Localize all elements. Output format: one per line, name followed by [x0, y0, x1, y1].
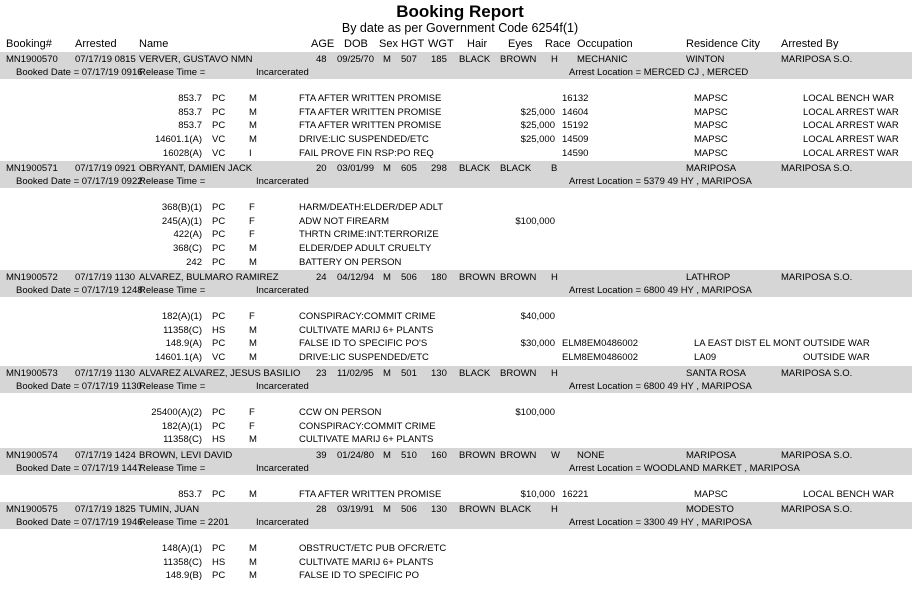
- booking-number: MN1900571: [6, 163, 58, 174]
- charge-bail: $25,000: [520, 134, 555, 146]
- booked-date: Booked Date = 07/17/19 0916: [16, 67, 143, 78]
- inmate-age: 48: [316, 54, 327, 65]
- charge-docket: ELM8EM0486002: [562, 338, 639, 350]
- charge-type: PC: [212, 407, 226, 418]
- charge-description: ELDER/DEP ADULT CRUELTY: [299, 243, 432, 255]
- charge-docket: ELM8EM0486002: [562, 352, 639, 364]
- charge-bail: $25,000: [520, 120, 555, 132]
- charge-description: FALSE ID TO SPECIFIC PO: [299, 570, 420, 582]
- charge-level: M: [249, 489, 257, 500]
- residence-city: MARIPOSA: [686, 163, 737, 174]
- charge-description: OBSTRUCT/ETC PUB OFCR/ETC: [299, 543, 447, 554]
- header-sex: Sex: [379, 38, 398, 50]
- charge-description: CONSPIRACY:COMMIT CRIME: [299, 311, 436, 322]
- header-wgt: WGT: [428, 38, 454, 50]
- release-time: Release Time =: [139, 285, 206, 296]
- charge-code: 148(A)(1): [161, 543, 202, 554]
- charge-code: 11358(C): [163, 556, 202, 568]
- inmate-hair: BLACK: [459, 163, 491, 174]
- charge-type: PC: [212, 106, 226, 118]
- header-name: Name: [139, 38, 169, 50]
- charge-warrant: LOCAL BENCH WAR: [803, 93, 895, 104]
- arrest-location: Arrest Location = MERCED CJ , MERCED: [569, 67, 749, 78]
- inmate-name: VERVER, GUSTAVO NMN: [139, 54, 253, 65]
- charge-docket: 15192: [562, 120, 589, 132]
- charge-type: PC: [212, 120, 226, 132]
- report-subtitle: By date as per Government Code 6254f(1): [341, 21, 579, 35]
- charge-bail: $100,000: [515, 215, 555, 227]
- charge-bail: $40,000: [520, 311, 555, 322]
- inmate-dob: 03/01/99: [337, 163, 374, 174]
- charge-code: 368(C): [172, 243, 202, 255]
- inmate-race: H: [551, 272, 558, 283]
- arrested-datetime: 07/17/19 1825: [75, 504, 136, 515]
- charge-code: 25400(A)(2): [151, 407, 202, 418]
- charge-code: 853.7: [178, 120, 202, 132]
- charge-warrant: LOCAL ARREST WAR: [803, 106, 899, 118]
- release-time: Release Time =: [139, 381, 206, 392]
- charge-type: VC: [212, 352, 226, 364]
- inmate-age: 28: [316, 504, 327, 515]
- inmate-hair: BLACK: [459, 368, 491, 379]
- custody-status: Incarcerated: [256, 381, 309, 392]
- charge-warrant: OUTSIDE WAR: [803, 352, 870, 364]
- charge-type: PC: [212, 570, 226, 582]
- arrest-location: Arrest Location = 5379 49 HY , MARIPOSA: [569, 176, 752, 187]
- inmate-name: ALVAREZ ALVAREZ, JESUS BASILIO: [139, 368, 301, 379]
- inmate-height: 501: [401, 368, 417, 379]
- charge-court: MAPSC: [694, 489, 728, 500]
- charge-warrant: OUTSIDE WAR: [803, 338, 870, 350]
- charge-description: DRIVE:LIC SUSPENDED/ETC: [299, 134, 429, 146]
- charge-code: 148.9(A): [165, 338, 202, 350]
- release-time: Release Time =: [139, 67, 206, 78]
- arrested-datetime: 07/17/19 0921: [75, 163, 136, 174]
- header-booking: Booking#: [6, 38, 52, 50]
- residence-city: MODESTO: [686, 504, 734, 515]
- charge-level: F: [249, 215, 255, 227]
- charge-level: M: [249, 570, 257, 582]
- release-time: Release Time =: [139, 176, 206, 187]
- inmate-height: 605: [401, 163, 417, 174]
- charge-level: F: [249, 420, 255, 432]
- inmate-sex: M: [383, 450, 391, 461]
- header-hgt: HGT: [401, 38, 425, 50]
- inmate-dob: 11/02/95: [337, 368, 374, 379]
- charge-bail: $30,000: [520, 338, 555, 350]
- charge-code: 11358(C): [163, 434, 202, 446]
- header-race: Race: [545, 38, 571, 50]
- booking-number: MN1900572: [6, 272, 58, 283]
- charge-court: MAPSC: [694, 106, 728, 118]
- inmate-dob: 01/24/80: [337, 450, 374, 461]
- charge-code: 182(A)(1): [161, 420, 202, 432]
- booked-date: Booked Date = 07/17/19 0922: [16, 176, 143, 187]
- charge-warrant: LOCAL ARREST WAR: [803, 147, 899, 159]
- inmate-race: H: [551, 368, 558, 379]
- inmate-hair: BROWN: [459, 272, 496, 283]
- charge-level: M: [249, 106, 257, 118]
- arrest-location: Arrest Location = WOODLAND MARKET , MARIPOSA: [569, 463, 800, 474]
- charge-code: 242: [186, 256, 202, 268]
- inmate-occupation: MECHANIC: [577, 54, 628, 65]
- charge-description: CCW ON PERSON: [299, 407, 382, 418]
- charge-level: F: [249, 229, 255, 241]
- residence-city: MARIPOSA: [686, 450, 737, 461]
- charge-level: M: [249, 543, 257, 554]
- inmate-name: BROWN, LEVI DAVID: [139, 450, 233, 461]
- inmate-age: 39: [316, 450, 327, 461]
- header-dob: DOB: [344, 38, 368, 50]
- charge-description: CONSPIRACY:COMMIT CRIME: [299, 420, 436, 432]
- charge-bail: $10,000: [520, 489, 555, 500]
- charge-docket: 14509: [562, 134, 589, 146]
- charge-code: 853.7: [178, 489, 202, 500]
- charge-code: 368(B)(1): [161, 202, 202, 213]
- charge-court: MAPSC: [694, 93, 728, 104]
- report-title: Booking Report: [396, 2, 524, 21]
- inmate-dob: 03/19/91: [337, 504, 374, 515]
- arrested-datetime: 07/17/19 1130: [75, 368, 136, 379]
- custody-status: Incarcerated: [256, 176, 309, 187]
- charge-court: MAPSC: [694, 120, 728, 132]
- charge-bail: $25,000: [520, 106, 555, 118]
- inmate-eyes: BROWN: [500, 272, 537, 283]
- booking-number: MN1900573: [6, 368, 58, 379]
- inmate-age: 20: [316, 163, 327, 174]
- charge-code: 853.7: [178, 93, 202, 104]
- charge-level: M: [249, 93, 257, 104]
- charge-type: PC: [212, 229, 226, 241]
- charge-code: 422(A): [173, 229, 202, 241]
- arrested-by: MARIPOSA S.O.: [781, 54, 853, 65]
- custody-status: Incarcerated: [256, 67, 309, 78]
- charge-level: M: [249, 352, 257, 364]
- charge-type: HS: [212, 556, 226, 568]
- inmate-height: 506: [401, 504, 417, 515]
- inmate-eyes: BROWN: [500, 368, 537, 379]
- inmate-age: 23: [316, 368, 327, 379]
- charge-description: CULTIVATE MARIJ 6+ PLANTS: [299, 434, 434, 446]
- arrested-datetime: 07/17/19 0815: [75, 54, 136, 65]
- inmate-sex: M: [383, 272, 391, 283]
- residence-city: WINTON: [686, 54, 725, 65]
- charge-description: FTA AFTER WRITTEN PROMISE: [299, 93, 442, 104]
- arrested-by: MARIPOSA S.O.: [781, 504, 853, 515]
- charge-code: 245(A)(1): [161, 215, 202, 227]
- charge-type: PC: [212, 93, 226, 104]
- charge-description: FTA AFTER WRITTEN PROMISE: [299, 489, 442, 500]
- charge-description: DRIVE:LIC SUSPENDED/ETC: [299, 352, 429, 364]
- inmate-height: 510: [401, 450, 417, 461]
- inmate-weight: 130: [431, 504, 447, 515]
- custody-status: Incarcerated: [256, 517, 309, 528]
- booking-number: MN1900574: [6, 450, 58, 461]
- release-time: Release Time =: [139, 463, 206, 474]
- charge-code: 11358(C): [163, 324, 202, 336]
- charge-description: BATTERY ON PERSON: [299, 256, 402, 268]
- charge-type: PC: [212, 215, 226, 227]
- arrest-location: Arrest Location = 3300 49 HY , MARIPOSA: [569, 517, 752, 528]
- custody-status: Incarcerated: [256, 285, 309, 296]
- charge-warrant: LOCAL ARREST WAR: [803, 120, 899, 132]
- charge-description: THRTN CRIME:INT:TERRORIZE: [299, 229, 439, 241]
- charge-code: 14601.1(A): [154, 134, 202, 146]
- inmate-height: 506: [401, 272, 417, 283]
- inmate-race: H: [551, 504, 558, 515]
- header-eyes: Eyes: [508, 38, 533, 50]
- arrested-by: MARIPOSA S.O.: [781, 450, 853, 461]
- charge-level: M: [249, 134, 257, 146]
- booked-date: Booked Date = 07/17/19 1447: [16, 463, 143, 474]
- charge-type: VC: [212, 147, 226, 159]
- charge-description: FAIL PROVE FIN RSP:PO REQ: [299, 147, 434, 159]
- charge-docket: 14604: [562, 106, 589, 118]
- inmate-race: W: [551, 450, 560, 461]
- charge-level: M: [249, 120, 257, 132]
- residence-city: LATHROP: [686, 272, 731, 283]
- arrested-by: MARIPOSA S.O.: [781, 272, 853, 283]
- charge-code: 182(A)(1): [161, 311, 202, 322]
- charge-type: PC: [212, 256, 226, 268]
- inmate-height: 507: [401, 54, 417, 65]
- inmate-race: B: [551, 163, 558, 174]
- charge-description: CULTIVATE MARIJ 6+ PLANTS: [299, 556, 434, 568]
- arrested-by: MARIPOSA S.O.: [781, 368, 853, 379]
- header-age: AGE: [311, 38, 335, 50]
- inmate-sex: M: [383, 504, 391, 515]
- charge-type: HS: [212, 434, 226, 446]
- release-time: Release Time = 2201: [139, 517, 230, 528]
- charge-court: MAPSC: [694, 134, 728, 146]
- inmate-eyes: BROWN: [500, 450, 537, 461]
- inmate-weight: 160: [431, 450, 447, 461]
- charge-court: MAPSC: [694, 147, 728, 159]
- charge-type: PC: [212, 489, 226, 500]
- header-hair: Hair: [467, 38, 488, 50]
- header-residence-city: Residence City: [686, 38, 760, 50]
- charge-level: M: [249, 256, 257, 268]
- charge-level: M: [249, 434, 257, 446]
- inmate-eyes: BLACK: [500, 163, 532, 174]
- charge-docket: 14590: [562, 147, 589, 159]
- residence-city: SANTA ROSA: [686, 368, 747, 379]
- charge-level: F: [249, 311, 255, 322]
- inmate-race: H: [551, 54, 558, 65]
- charge-code: 16028(A): [162, 147, 202, 159]
- inmate-weight: 185: [431, 54, 447, 65]
- charge-level: M: [249, 243, 257, 255]
- arrested-by: MARIPOSA S.O.: [781, 163, 853, 174]
- charge-level: F: [249, 202, 255, 213]
- booked-date: Booked Date = 07/17/19 1248: [16, 285, 143, 296]
- inmate-name: TUMIN, JUAN: [139, 504, 200, 515]
- charge-level: M: [249, 338, 257, 350]
- charge-court: LA EAST DIST EL MONT: [694, 338, 801, 350]
- charge-level: M: [249, 324, 257, 336]
- inmate-sex: M: [383, 54, 391, 65]
- charge-description: FALSE ID TO SPECIFIC PO'S: [299, 338, 428, 350]
- booking-number: MN1900575: [6, 504, 58, 515]
- charge-type: PC: [212, 420, 226, 432]
- charge-code: 148.9(B): [165, 570, 202, 582]
- charge-warrant: LOCAL BENCH WAR: [803, 489, 895, 500]
- charge-description: HARM/DEATH:ELDER/DEP ADLT: [299, 202, 444, 213]
- charge-level: I: [249, 147, 252, 159]
- charge-type: PC: [212, 311, 226, 322]
- charge-docket: 16221: [562, 489, 589, 500]
- header-occupation: Occupation: [577, 38, 633, 50]
- inmate-name: OBRYANT, DAMIEN JACK: [139, 163, 253, 174]
- inmate-eyes: BROWN: [500, 54, 537, 65]
- charge-type: PC: [212, 338, 226, 350]
- inmate-occupation: NONE: [577, 450, 605, 461]
- charge-code: 853.7: [178, 106, 202, 118]
- header-arrested: Arrested: [75, 38, 117, 50]
- custody-status: Incarcerated: [256, 463, 309, 474]
- charge-bail: $100,000: [515, 407, 555, 418]
- charge-type: PC: [212, 543, 226, 554]
- arrest-location: Arrest Location = 6800 49 HY , MARIPOSA: [569, 381, 752, 392]
- inmate-sex: M: [383, 163, 391, 174]
- inmate-weight: 130: [431, 368, 447, 379]
- charge-description: CULTIVATE MARIJ 6+ PLANTS: [299, 324, 434, 336]
- inmate-hair: BROWN: [459, 504, 496, 515]
- charge-docket: 16132: [562, 93, 589, 104]
- arrested-datetime: 07/17/19 1424: [75, 450, 136, 461]
- inmate-sex: M: [383, 368, 391, 379]
- charge-level: F: [249, 407, 255, 418]
- charge-description: FTA AFTER WRITTEN PROMISE: [299, 120, 442, 132]
- charge-court: LA09: [694, 352, 717, 364]
- charge-description: ADW NOT FIREARM: [299, 215, 390, 227]
- booked-date: Booked Date = 07/17/19 1946: [16, 517, 143, 528]
- inmate-weight: 298: [431, 163, 447, 174]
- inmate-eyes: BLACK: [500, 504, 532, 515]
- booked-date: Booked Date = 07/17/19 1130: [16, 381, 142, 392]
- inmate-dob: 09/25/70: [337, 54, 374, 65]
- inmate-hair: BROWN: [459, 450, 496, 461]
- inmate-dob: 04/12/94: [337, 272, 374, 283]
- charge-warrant: LOCAL ARREST WAR: [803, 134, 899, 146]
- arrest-location: Arrest Location = 6800 49 HY , MARIPOSA: [569, 285, 752, 296]
- charge-type: HS: [212, 324, 226, 336]
- charge-code: 14601.1(A): [154, 352, 202, 364]
- inmate-name: ALVAREZ, BULMARO RAMIREZ: [139, 272, 279, 283]
- charge-description: FTA AFTER WRITTEN PROMISE: [299, 106, 442, 118]
- charge-type: PC: [212, 202, 226, 213]
- inmate-age: 24: [316, 272, 327, 283]
- charge-level: M: [249, 556, 257, 568]
- arrested-datetime: 07/17/19 1130: [75, 272, 136, 283]
- charge-type: VC: [212, 134, 226, 146]
- charge-type: PC: [212, 243, 226, 255]
- booking-number: MN1900570: [6, 54, 58, 65]
- inmate-weight: 180: [431, 272, 447, 283]
- inmate-hair: BLACK: [459, 54, 491, 65]
- header-arrested-by: Arrested By: [781, 38, 839, 50]
